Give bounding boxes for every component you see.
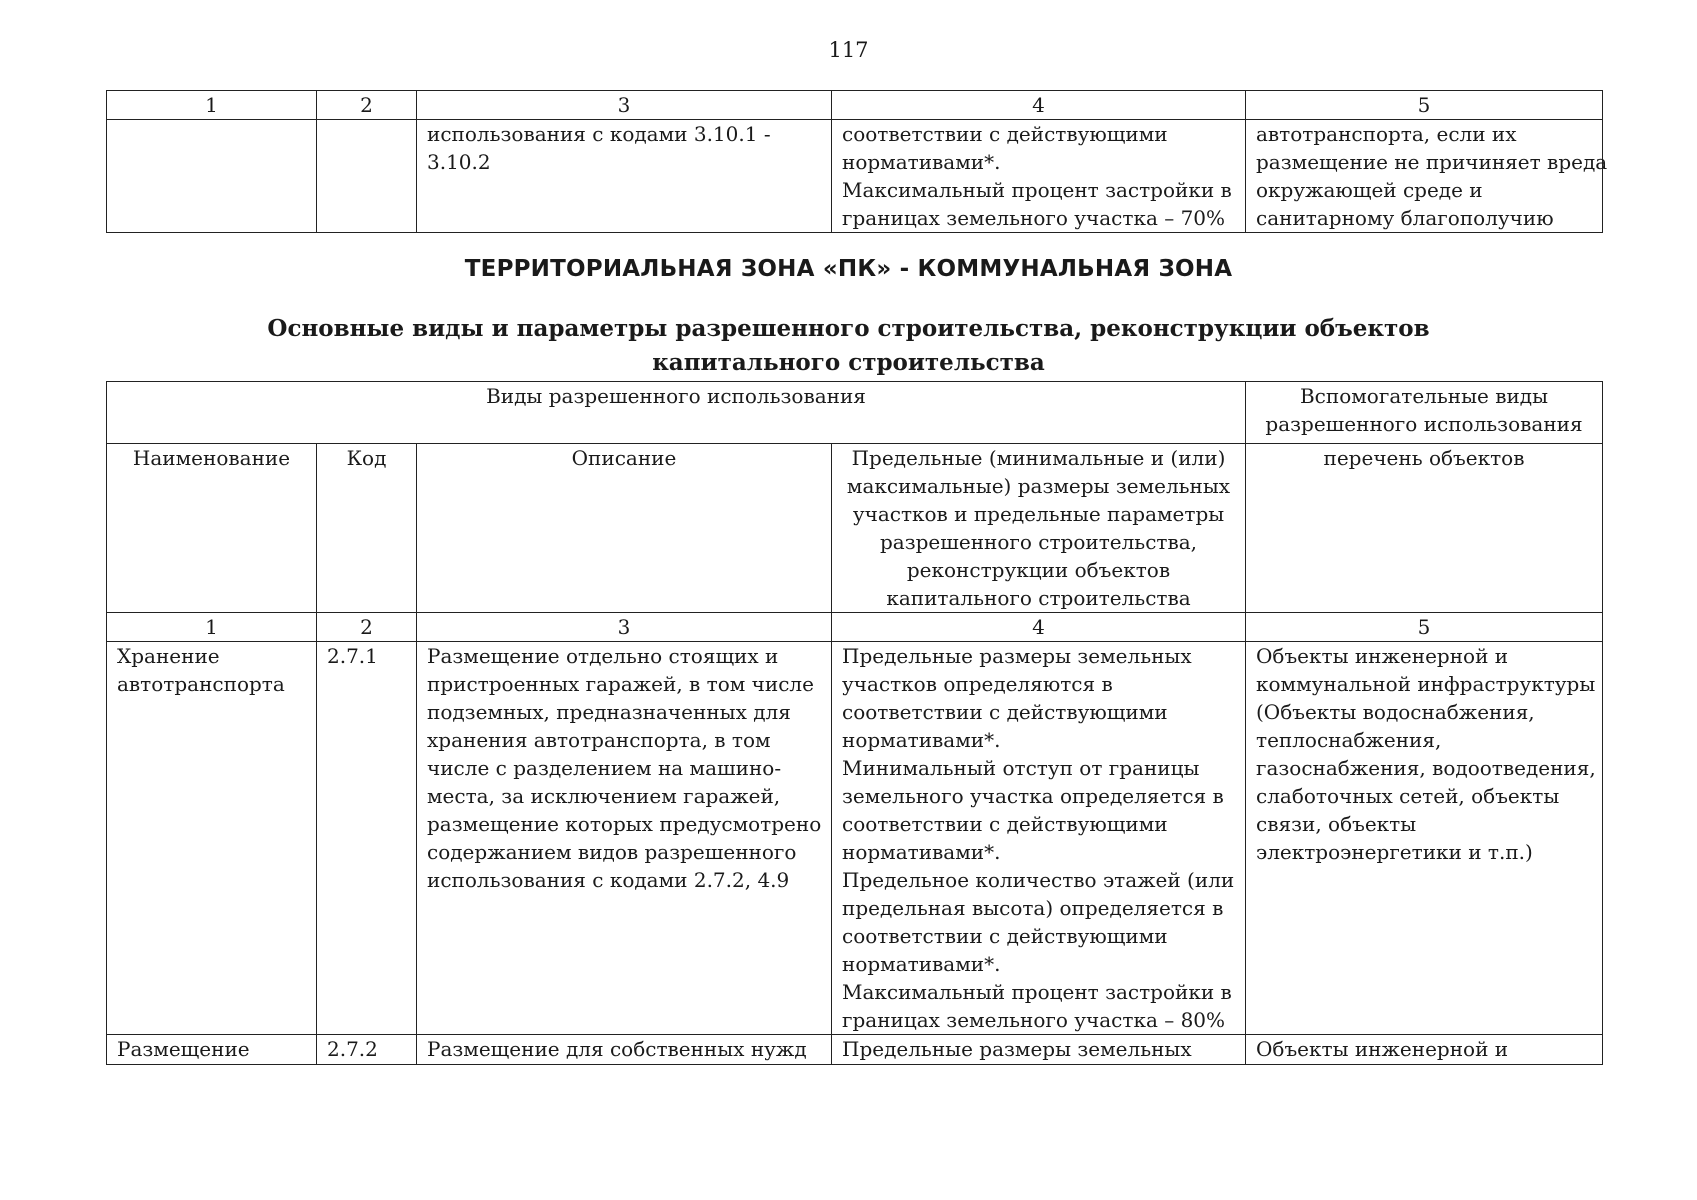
text-line: Максимальный процент застройки в: [842, 178, 1232, 202]
text-line: капитального строительства: [886, 586, 1191, 610]
group-header-row: [107, 382, 1603, 444]
auxiliary-cell: Объекты инженерной и: [1246, 1035, 1603, 1065]
header-description: Описание: [417, 444, 832, 613]
permitted-use-table: [106, 381, 1603, 1065]
text-line: соответствии с действующими: [842, 924, 1168, 948]
continuation-table: [106, 90, 1608, 233]
col-number: 4: [832, 613, 1246, 642]
header-code: Код: [317, 444, 417, 613]
text-line: границах земельного участка – 70%: [842, 206, 1226, 230]
text-line: соответствии с действующими: [842, 812, 1168, 836]
table-row: [107, 1035, 1603, 1065]
zone-title: ТЕРРИТОРИАЛЬНАЯ ЗОНА «ПК» - КОММУНАЛЬНАЯ ЗОНА: [464, 256, 1233, 282]
col-number: 2: [317, 91, 417, 120]
description-cell: [417, 642, 832, 1035]
text-line: пристроенных гаражей, в том числе: [427, 672, 814, 696]
aux-group-header: [1246, 382, 1603, 444]
section-title: Основные виды и параметры разрешенного строительства, реконструкции объектов капитального строительства: [267, 315, 1430, 376]
name-cell: [107, 120, 317, 233]
text-line: нормативами*.: [842, 150, 1001, 174]
col-number: 5: [1246, 613, 1603, 642]
header-name: Наименование: [107, 444, 317, 613]
text-line: места, за исключением гаражей,: [427, 784, 781, 808]
text-line: содержанием видов разрешенного: [427, 840, 797, 864]
group-header: Виды разрешенного использования: [107, 382, 1246, 444]
page-number: 117: [828, 38, 869, 62]
text-line: использования с кодами 3.10.1 -: [427, 122, 771, 146]
column-header-row: [107, 444, 1603, 613]
text-line: теплоснабжения,: [1256, 728, 1442, 752]
col-number: 4: [832, 91, 1246, 120]
parameters-cell: [832, 642, 1246, 1035]
text-line: 3.10.2: [427, 150, 491, 174]
col-number: 3: [417, 613, 832, 642]
text-line: разрешенного использования: [1265, 412, 1583, 436]
text-line: предельная высота) определяется в: [842, 896, 1224, 920]
text-line: Объекты инженерной и: [1256, 644, 1509, 668]
text-line: размещение не причиняет вреда: [1256, 150, 1608, 174]
text-line: нормативами*.: [842, 728, 1001, 752]
text-line: автотранспорта, если их: [1256, 122, 1517, 146]
text-line: слаботочных сетей, объекты: [1256, 784, 1560, 808]
text-line: Вспомогательные виды: [1299, 384, 1549, 408]
text-line: участков определяются в: [842, 672, 1113, 696]
column-number-row: [107, 613, 1603, 642]
text-line: границах земельного участка – 80%: [842, 1008, 1226, 1032]
text-line: Хранение: [117, 644, 220, 668]
col-number: 2: [317, 613, 417, 642]
text-line: соответствии с действующими: [842, 122, 1168, 146]
auxiliary-cell: [1246, 120, 1608, 233]
text-line: коммунальной инфраструктуры: [1256, 672, 1596, 696]
name-cell: Размещение: [107, 1035, 317, 1065]
text-line: Предельное количество этажей (или: [842, 868, 1235, 892]
code-cell: 2.7.2: [317, 1035, 417, 1065]
text-line: земельного участка определяется в: [842, 784, 1224, 808]
code-cell: [317, 120, 417, 233]
header-parameters: [832, 444, 1246, 613]
col-number: 1: [107, 613, 317, 642]
col-number: 1: [107, 91, 317, 120]
text-line: разрешенного строительства,: [879, 530, 1198, 554]
text-line: подземных, предназначенных для: [427, 700, 791, 724]
text-line: числе с разделением на машино-: [427, 756, 782, 780]
text-line: нормативами*.: [842, 952, 1001, 976]
parameters-cell: Предельные размеры земельных: [832, 1035, 1246, 1065]
auxiliary-cell: [1246, 642, 1603, 1035]
text-line: хранения автотранспорта, в том: [427, 728, 771, 752]
text-line: электроэнергетики и т.п.): [1256, 840, 1533, 864]
description-cell: Размещение для собственных нужд: [417, 1035, 832, 1065]
text-line: реконструкции объектов: [906, 558, 1171, 582]
text-line: Предельные размеры земельных: [842, 644, 1192, 668]
header-aux-list: перечень объектов: [1246, 444, 1603, 613]
text-line: санитарному благополучию: [1256, 206, 1554, 230]
text-line: участков и предельные параметры: [852, 502, 1225, 526]
text-line: нормативами*.: [842, 840, 1001, 864]
col-number: 5: [1246, 91, 1603, 120]
name-cell: [107, 642, 317, 1035]
col-number: 3: [417, 91, 832, 120]
text-line: (Объекты водоснабжения,: [1256, 700, 1535, 724]
table-row: [107, 120, 1603, 233]
table-row: [107, 642, 1603, 1035]
parameters-cell: [832, 120, 1246, 233]
text-line: связи, объекты: [1256, 812, 1417, 836]
text-line: автотранспорта: [117, 672, 285, 696]
text-line: окружающей среде и: [1256, 178, 1483, 202]
text-line: использования с кодами 2.7.2, 4.9: [427, 868, 790, 892]
description-cell: [417, 120, 832, 233]
text-line: Размещение отдельно стоящих и: [427, 644, 779, 668]
text-line: размещение которых предусмотрено: [427, 812, 822, 836]
text-line: максимальные) размеры земельных: [846, 474, 1231, 498]
text-line: Максимальный процент застройки в: [842, 980, 1232, 1004]
text-line: Минимальный отступ от границы: [842, 756, 1200, 780]
column-number-row: [107, 91, 1603, 120]
text-line: соответствии с действующими: [842, 700, 1168, 724]
text-line: Предельные (минимальные и (или): [851, 446, 1226, 470]
text-line: газоснабжения, водоотведения,: [1256, 756, 1596, 780]
code-cell: 2.7.1: [317, 642, 417, 1035]
